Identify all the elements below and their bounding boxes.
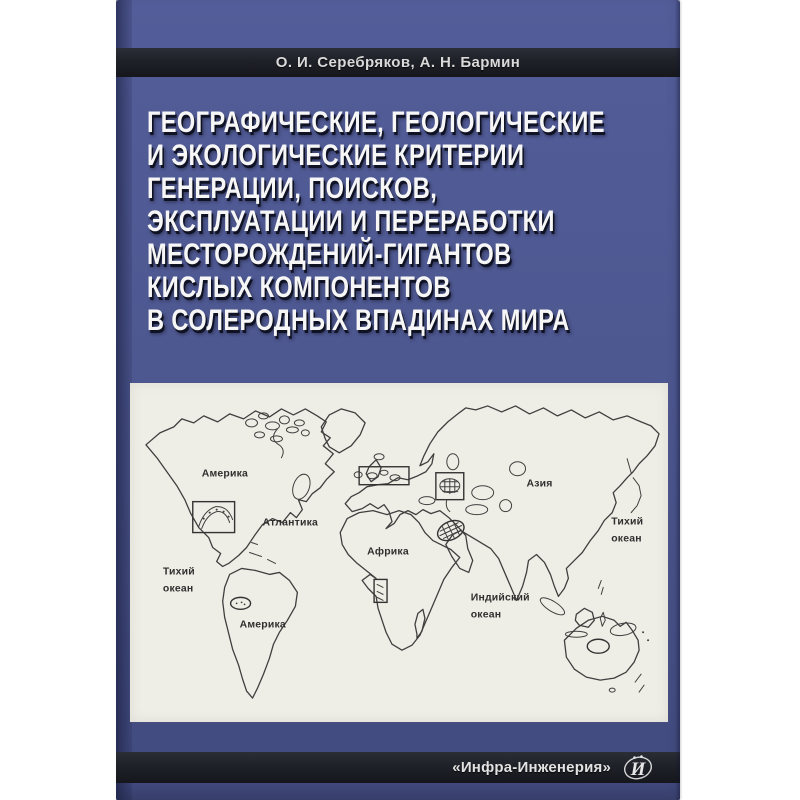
deposit-marker-africa-hatch (377, 584, 383, 600)
iceland-outline (374, 454, 384, 460)
caspian-hatch-lines (441, 479, 459, 494)
title-line-1: ГЕОГРАФИЧЕСКИЕ, ГЕОЛОГИЧЕСКИЕ (147, 106, 605, 139)
title-line-7: В СОЛЕРОДНЫХ ВПАДИНАХ МИРА (147, 304, 570, 337)
logo-dot (640, 755, 643, 758)
hudson-bay-line (273, 429, 283, 458)
tasmania-outline (609, 688, 615, 692)
label-atlantic: Атлантика (262, 517, 319, 529)
gulf-dome-arc (199, 507, 233, 529)
publisher-name: «Инфра-Инженерия» (452, 759, 611, 776)
label-pacific-left-1: Тихий (162, 566, 195, 578)
label-indian-1: Индийский (470, 592, 530, 604)
ireland-outline (354, 472, 362, 478)
title-line-2: И ЭКОЛОГИЧЕСКИЕ КРИТЕРИИ (147, 139, 525, 172)
madagascar-outline (415, 609, 425, 638)
basin-dot (236, 602, 238, 604)
world-map-panel (130, 383, 668, 722)
title-line-3: ГЕНЕРАЦИИ, ПОИСКОВ, (147, 172, 438, 205)
logo-dot (633, 756, 636, 759)
caribbean-islands (250, 543, 276, 564)
arctic-islands (246, 413, 310, 442)
africa-outline (340, 511, 460, 651)
basin-marker-australia (587, 639, 609, 653)
book-cover (116, 0, 680, 800)
eurasia-outline (345, 406, 659, 600)
label-pacific-right-1: Тихий (611, 516, 644, 528)
label-indian-2: океан (470, 609, 502, 621)
publisher-logo-letter: И (630, 759, 646, 780)
asia-basin-ovals (289, 462, 525, 515)
label-north-america: Америка (201, 468, 249, 480)
label-asia: Азия (526, 478, 553, 490)
pechora-oval (447, 454, 459, 470)
southeast-asia-islands (538, 580, 649, 641)
black-sea-outline (419, 497, 435, 505)
japan-islands (627, 459, 641, 513)
book-title (147, 106, 800, 337)
title-line-6: КИСЛЫХ КОМПОНЕНТОВ (147, 271, 451, 304)
author-strip (116, 48, 680, 77)
persian-gulf-hatched-oval (434, 517, 467, 545)
basin-dot (241, 601, 243, 603)
authors-text: О. И. Серебряков, А. Н. Бармин (275, 54, 521, 71)
basin-dot (244, 603, 246, 605)
greenland-outline (321, 409, 365, 453)
title-line-4: ЭКСПЛУАТАЦИИ И ПЕРЕРАБОТКИ (147, 205, 555, 238)
south-america-outline (223, 568, 298, 698)
label-pacific-left-2: океан (162, 583, 194, 595)
north-america-outline (146, 409, 334, 567)
publisher-strip (116, 752, 680, 783)
label-africa: Африка (367, 546, 409, 558)
new-zealand-islands (635, 674, 644, 692)
label-south-america: Америка (239, 619, 286, 631)
title-line-5: МЕСТОРОЖДЕНИЙ-ГИГАНТОВ (147, 238, 512, 271)
world-map (130, 383, 668, 722)
label-pacific-right-2: океан (611, 533, 642, 545)
publisher-logo-icon (620, 753, 656, 782)
caspian-tail (446, 500, 450, 512)
basin-marker-south-america (231, 597, 251, 609)
